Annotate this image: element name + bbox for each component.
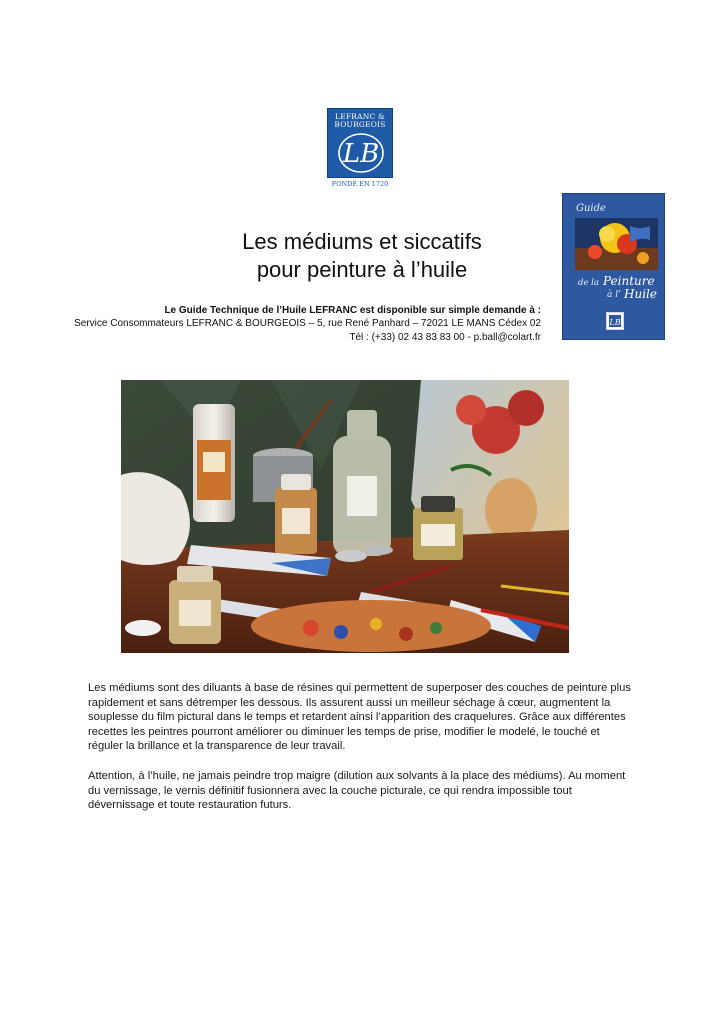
page-title xyxy=(160,228,564,284)
guide-cover-logo-icon xyxy=(606,312,624,330)
logo-brand-name xyxy=(328,113,392,129)
guide-cover-image xyxy=(562,193,665,340)
guide-cover-subtitle-prefix: de la xyxy=(578,278,599,288)
guide-cover-title: Guide xyxy=(576,203,606,214)
guide-cover-subtitle-prefix2: à l’ xyxy=(607,290,621,300)
body-paragraph-2: Attention, à l’huile, ne jamais peindre trop maigre (dilution aux solvants à la place des médiums). Au moment du vernissage, le vernis définitif fusionnera avec la couche picturale, ce qui rendra impossible tout dévernissage et toute restauration futurs. xyxy=(88,769,626,812)
body-text xyxy=(88,681,636,828)
body-paragraph-1: Les médiums sont des diluants à base de résines qui permettent de superposer des couches de peinture plus rapidement et sans détremper les dessous. Ils assurent aussi un meilleur séchage à cœur, augmentent la souplesse du film pictural dans le temps et retardent ainsi l’apparition des craquelures. Grâce aux différentes recettes les peintres pourront améliorer ou diminuer les temps de prise, modifier le modelé, le touché et réguler la brillance et la transparence de leur travail. xyxy=(88,682,631,753)
product-photo-illustration xyxy=(121,380,569,653)
guide-cover-painting xyxy=(575,218,658,270)
page-title-line2: pour peinture à l’huile xyxy=(256,257,468,282)
guide-cover-subtitle-word: Peinture xyxy=(603,274,655,288)
contact-lead: Le Guide Technique de l’Huile LEFRANC est disponible sur simple demande à : xyxy=(164,305,541,316)
logo-founded: FONDÉ EN 1720 xyxy=(331,180,389,188)
contact-address: Service Consommateurs LEFRANC & BOURGEOIS – 5, rue René Panhard – 72021 LE MANS Cédex 02 xyxy=(74,318,541,330)
product-photo xyxy=(121,380,569,653)
guide-cover-subtitle-word2: Huile xyxy=(624,287,657,301)
brand-logo xyxy=(327,108,393,186)
logo-monogram-text: LB xyxy=(342,139,380,169)
logo-box xyxy=(327,108,393,178)
logo-brand-line1: LEFRANC & xyxy=(335,112,385,121)
contact-block xyxy=(21,304,541,344)
svg-text:LB: LB xyxy=(609,318,621,327)
contact-phone-email: Tél : (+33) 02 43 83 83 00 - p.ball@colart.fr xyxy=(349,331,541,343)
page-title-line1: Les médiums et siccatifs xyxy=(242,229,482,254)
logo-monogram-icon xyxy=(336,131,386,175)
logo-brand-line2: BOURGEOIS xyxy=(334,120,386,129)
